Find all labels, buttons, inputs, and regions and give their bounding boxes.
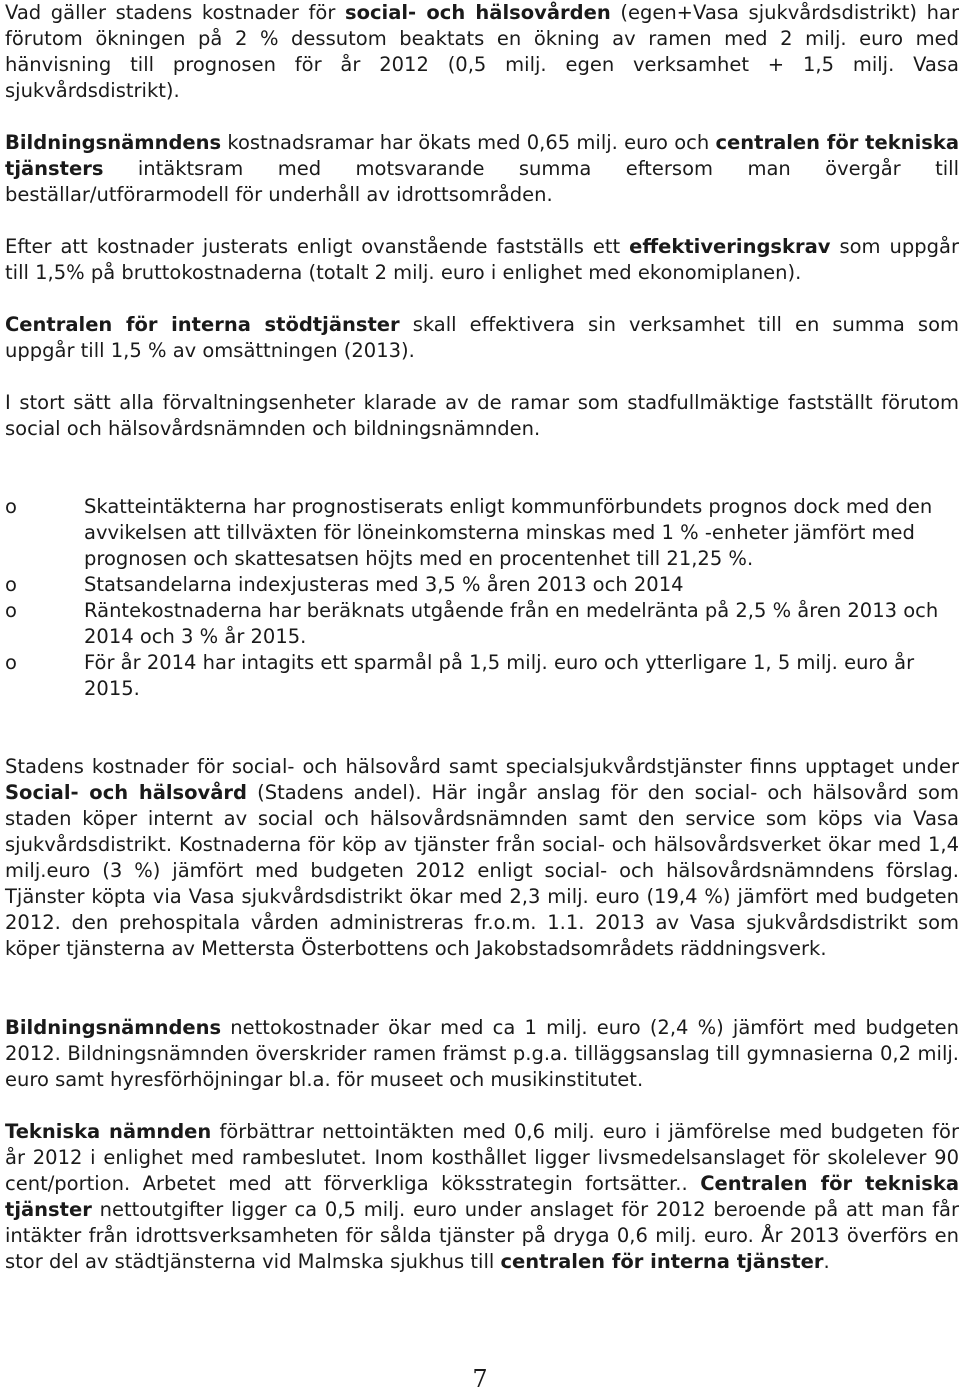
assumptions-list xyxy=(5,494,959,702)
paragraph-city-social-health-services: Stadens kostnader för social- och hälsovård samt specialsjukvårdstjänster finns upptaget under Social- och hälsovård (Stadens andel). Här ingår anslag för den social- och hälsovård som staden köper internt av social och hälsovårdsnämnden samt den service som köps via Vasa sjukvårdsdistrikt. Kostnaderna för köp av tjänster från social- och hälsovårdsverket ökar med 1,4 milj.euro (3 %) jämfört med budgeten 2012 enligt social- och hälsovårdsnämndens förslag. Tjänster köpta via Vasa sjukvårdsdistrikt ökar med 2,3 milj. euro (19,4 %) jämfört med budgeten 2012. den prehospitala vården administreras fr.o.m. 1.1. 2013 av Vasa sjukvårdsdistrikt som köper tjänsterna av Mettersta Österbottens och Jakobstadsområdets räddningsverk. xyxy=(5,755,959,960)
list-item: o Räntekostnaderna har beräknats utgående från en medelränta på 2,5 % åren 2013 och 2014 och 3 % år 2015. xyxy=(5,599,939,648)
bullet: o xyxy=(5,573,17,596)
paragraph-education-board-net-costs: Bildningsnämndens nettokostnader ökar med ca 1 milj. euro (2,4 %) jämfört med budgeten 2012. Bildningsnämnden överskrider ramen främst p.g.a. tilläggsanslag till gymnasierna 0,2 milj. euro samt hyresförhöjningar bl.a. för museet och musikinstitutet. xyxy=(5,1016,959,1091)
paragraph-internal-support-services: Centralen för interna stödtjänster skall effektivera sin verksamhet till en summa som uppgår till 1,5 % av omsättningen (2013). xyxy=(5,313,959,362)
page-number: 7 xyxy=(472,1365,488,1393)
bullet: o xyxy=(5,495,17,518)
list-item: o Skatteintäkterna har prognostiserats enligt kommunförbundets prognos dock med den avvikelsen att tillväxten för löneinkomsterna minskas med 1 % -enheter jämfört med prognosen och skattesatsen höjts med en procentenhet till 21,25 %. xyxy=(5,495,933,570)
list-item: o Statsandelarna indexjusteras med 3,5 % åren 2013 och 2014 xyxy=(5,573,684,596)
bullet: o xyxy=(5,651,17,674)
list-item: o För år 2014 har intagits ett sparmål på 1,5 milj. euro och ytterligare 1, 5 milj. euro år 2015. xyxy=(5,651,915,700)
paragraph-technical-board: Tekniska nämnden förbättrar nettointäkten med 0,6 milj. euro i jämförelse med budgeten för år 2012 i enlighet med rambeslutet. Inom kosthållet ligger livsmedelsanslaget för skolelever 90 cent/portion. Arbetet med att förverkliga köksstrategin fortsätter.. Centralen för tekniska tjänster nettoutgifter ligger ca 0,5 milj. euro under anslaget för 2012 beroende på att man får intäkter från idrottsverksamheten för sålda tjänster på dryga 0,6 milj. euro. År 2013 överförs en stor del av städtjänsterna vid Malmska sjukhus till centralen för interna tjänster. xyxy=(5,1120,959,1273)
paragraph-administrative-units: I stort sätt alla förvaltningsenheter klarade av de ramar som stadfullmäktige fastställt förutom social och hälsovårdsnämnden och bildningsnämnden. xyxy=(5,391,959,440)
bullet: o xyxy=(5,599,17,622)
paragraph-education-cost-frame: Bildningsnämndens kostnadsramar har ökats med 0,65 milj. euro och centralen för tekniska tjänsters intäktsram med motsvarande summa eftersom man övergår till beställar/utförarmodell för underhåll av idrottsområden. xyxy=(5,131,959,206)
paragraph-social-health-costs: Vad gäller stadens kostnader för social- och hälsovården (egen+Vasa sjukvårdsdistrikt) har förutom ökningen på 2 % dessutom beaktats en ökning av ramen med 2 milj. euro med hänvisning till prognosen för år 2012 (0,5 milj. egen verksamhet + 1,5 milj. Vasa sjukvårdsdistrikt). xyxy=(5,1,959,102)
paragraph-efficiency-requirement: Efter att kostnader justerats enligt ovanstående fastställs ett effektiveringskrav som uppgår till 1,5% på bruttokostnaderna (totalt 2 milj. euro i enlighet med ekonomiplanen). xyxy=(5,235,959,284)
